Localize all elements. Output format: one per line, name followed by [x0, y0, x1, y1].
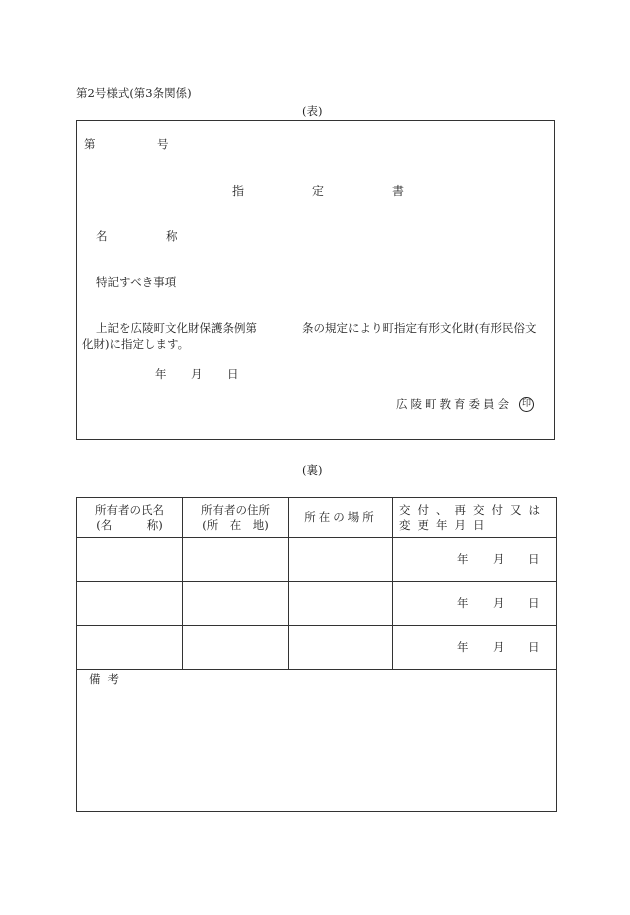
owner-name-cell	[77, 538, 183, 582]
owner-address-cell	[183, 582, 289, 626]
date-month-label: 月	[191, 367, 203, 381]
issue-date-cell	[393, 538, 557, 582]
owner-name-cell	[77, 582, 183, 626]
row-date-year: 年	[457, 640, 469, 654]
header-owner-name	[77, 498, 183, 538]
form-number-label: 第2号様式(第3条関係)	[76, 86, 192, 100]
remarks-label: 備考	[89, 672, 126, 686]
row-date-month: 月	[493, 596, 505, 610]
header-issue-date	[393, 498, 557, 538]
back-side-label: (裏)	[302, 463, 323, 477]
location-cell	[289, 538, 393, 582]
record-table	[76, 497, 557, 812]
row-date-month: 月	[493, 640, 505, 654]
owner-address-cell	[183, 626, 289, 670]
title-char-2: 定	[312, 184, 325, 198]
header-owner-address-text: 所有者の住所	[201, 502, 270, 517]
table-header-row	[77, 498, 557, 538]
front-side-label: (表)	[302, 104, 323, 118]
header-owner-name-sub: (名 称)	[96, 517, 163, 532]
row-date-day: 日	[528, 552, 540, 566]
location-cell	[289, 626, 393, 670]
row-date-month: 月	[493, 552, 505, 566]
location-cell	[289, 582, 393, 626]
header-issue-date-line2: 変更年月日	[399, 517, 492, 532]
title-char-1: 指	[232, 184, 245, 198]
body-text-line1-a: 上記を広陵町文化財保護条例第	[96, 321, 257, 335]
remarks-row	[77, 670, 557, 812]
name-label-char-2: 称	[166, 229, 178, 243]
issuer-name: 広陵町教育委員会	[396, 397, 512, 411]
row-date-year: 年	[457, 552, 469, 566]
date-day-label: 日	[227, 367, 239, 381]
title-char-3: 書	[392, 184, 405, 198]
header-location	[289, 498, 393, 538]
table-row	[77, 582, 557, 626]
table-row	[77, 538, 557, 582]
remarks-cell	[77, 670, 557, 812]
issue-date-cell	[393, 626, 557, 670]
owner-name-cell	[77, 626, 183, 670]
header-owner-name-text: 所有者の氏名	[95, 502, 164, 517]
special-notes-label: 特記すべき事項	[96, 275, 177, 289]
header-owner-address	[183, 498, 289, 538]
header-owner-address-sub: (所 在 地)	[202, 517, 269, 532]
certificate-number-suffix: 号	[157, 137, 169, 151]
certificate-number-prefix: 第	[84, 137, 96, 151]
row-date-year: 年	[457, 596, 469, 610]
seal-mark-icon: 印	[519, 397, 534, 412]
row-date-day: 日	[528, 596, 540, 610]
name-label-char-1: 名	[96, 229, 108, 243]
owner-address-cell	[183, 538, 289, 582]
issue-date-cell	[393, 582, 557, 626]
table-row	[77, 626, 557, 670]
date-year-label: 年	[155, 367, 167, 381]
body-text-line1-b: 条の規定により町指定有形文化財(有形民俗文	[302, 321, 537, 335]
body-text-line2: 化財)に指定します。	[82, 337, 190, 351]
row-date-day: 日	[528, 640, 540, 654]
header-issue-date-line1: 交付、再交付又は	[399, 502, 547, 517]
header-location-text: 所在の場所	[304, 510, 377, 525]
